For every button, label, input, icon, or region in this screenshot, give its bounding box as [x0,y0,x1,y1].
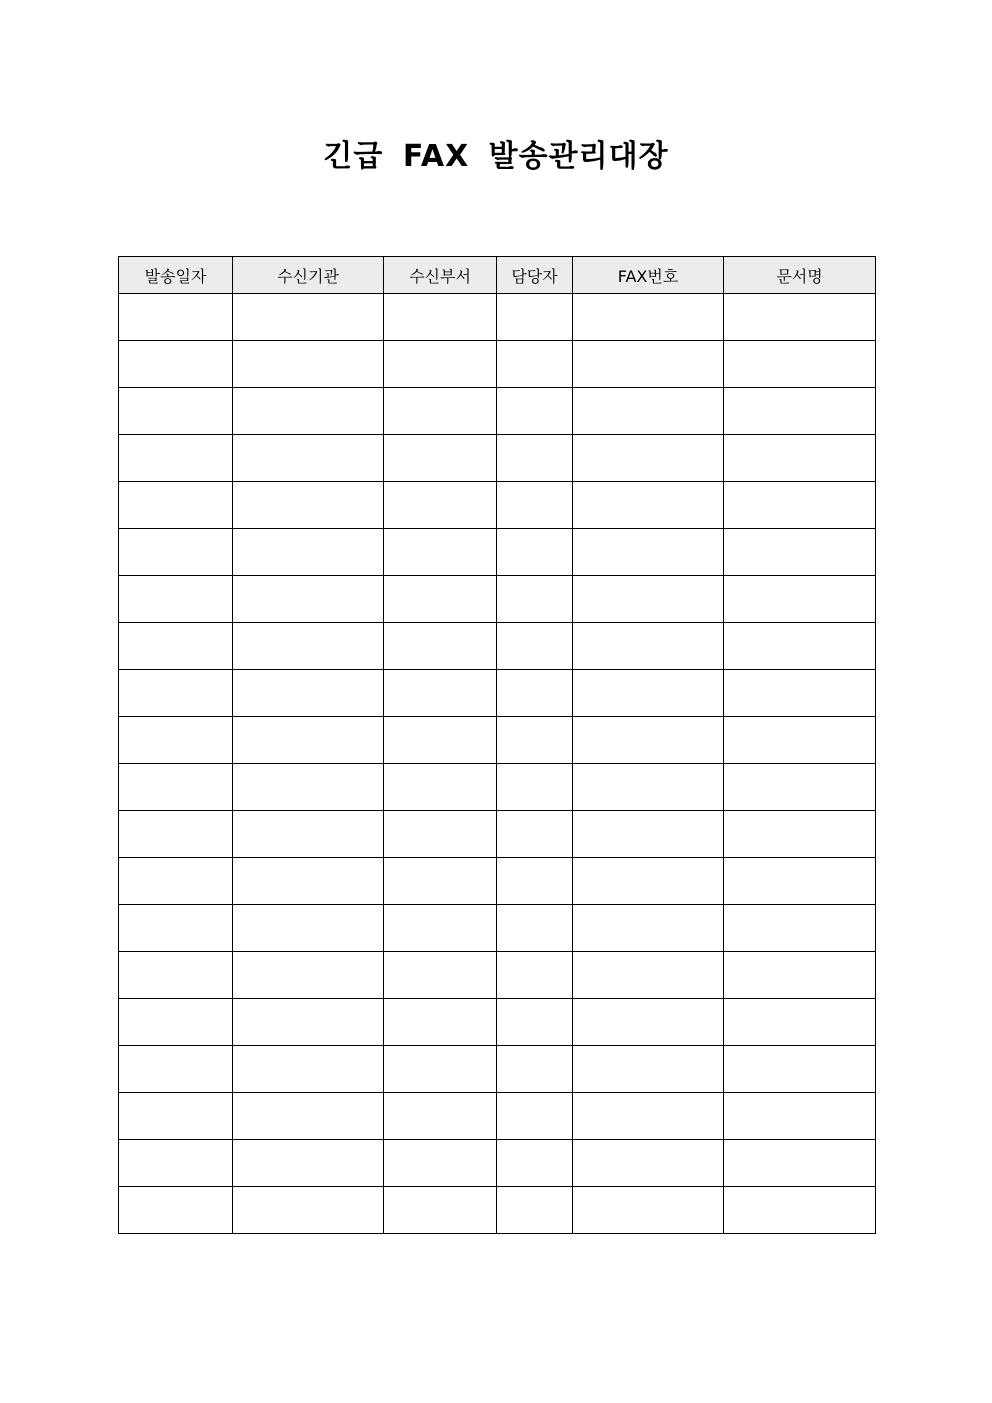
person-in-charge-cell[interactable] [497,294,573,341]
person-in-charge-cell[interactable] [497,670,573,717]
send-date-cell[interactable] [119,1046,233,1093]
document-name-cell[interactable] [724,952,876,999]
table-row [119,670,876,717]
recipient-dept-cell[interactable] [384,435,497,482]
fax-number-cell[interactable] [573,341,724,388]
document-name-cell[interactable] [724,388,876,435]
document-name-cell[interactable] [724,1140,876,1187]
send-date-cell[interactable] [119,1187,233,1234]
fax-number-cell[interactable] [573,623,724,670]
recipient-org-cell[interactable] [233,858,384,905]
send-date-cell[interactable] [119,529,233,576]
recipient-org-cell[interactable] [233,482,384,529]
fax-number-cell[interactable] [573,529,724,576]
recipient-dept-cell[interactable] [384,341,497,388]
send-date-cell[interactable] [119,999,233,1046]
document-name-cell[interactable] [724,529,876,576]
column-header-recipient-dept: 수신부서 [384,257,497,294]
table-row [119,811,876,858]
recipient-dept-cell[interactable] [384,1187,497,1234]
document-name-cell[interactable] [724,341,876,388]
send-date-cell[interactable] [119,1093,233,1140]
table-row [119,1093,876,1140]
fax-number-cell[interactable] [573,1187,724,1234]
recipient-org-cell[interactable] [233,1187,384,1234]
table-row [119,952,876,999]
table-row [119,482,876,529]
fax-number-cell[interactable] [573,811,724,858]
recipient-org-cell[interactable] [233,529,384,576]
person-in-charge-cell[interactable] [497,341,573,388]
table-row [119,435,876,482]
person-in-charge-cell[interactable] [497,811,573,858]
send-date-cell[interactable] [119,435,233,482]
column-header-send-date: 발송일자 [119,257,233,294]
recipient-dept-cell[interactable] [384,717,497,764]
recipient-dept-cell[interactable] [384,999,497,1046]
fax-number-cell[interactable] [573,764,724,811]
recipient-dept-cell[interactable] [384,858,497,905]
column-header-document-name: 문서명 [724,257,876,294]
document-name-cell[interactable] [724,717,876,764]
fax-number-cell[interactable] [573,294,724,341]
fax-number-cell[interactable] [573,576,724,623]
recipient-dept-cell[interactable] [384,1046,497,1093]
fax-number-cell[interactable] [573,1046,724,1093]
table-row [119,529,876,576]
recipient-org-cell[interactable] [233,435,384,482]
person-in-charge-cell[interactable] [497,764,573,811]
recipient-org-cell[interactable] [233,388,384,435]
recipient-dept-cell[interactable] [384,294,497,341]
send-date-cell[interactable] [119,905,233,952]
send-date-cell[interactable] [119,623,233,670]
recipient-dept-cell[interactable] [384,623,497,670]
recipient-org-cell[interactable] [233,1093,384,1140]
recipient-dept-cell[interactable] [384,529,497,576]
fax-number-cell[interactable] [573,717,724,764]
table-row [119,576,876,623]
document-name-cell[interactable] [724,435,876,482]
column-header-person-in-charge: 담당자 [497,257,573,294]
document-name-cell[interactable] [724,1093,876,1140]
page-title: 긴급 FAX 발송관리대장 [323,139,669,174]
recipient-org-cell[interactable] [233,1046,384,1093]
recipient-dept-cell[interactable] [384,482,497,529]
table-row [119,717,876,764]
document-name-cell[interactable] [724,623,876,670]
send-date-cell[interactable] [119,576,233,623]
fax-number-cell[interactable] [573,482,724,529]
person-in-charge-cell[interactable] [497,858,573,905]
send-date-cell[interactable] [119,670,233,717]
recipient-org-cell[interactable] [233,952,384,999]
fax-number-cell[interactable] [573,999,724,1046]
send-date-cell[interactable] [119,952,233,999]
person-in-charge-cell[interactable] [497,623,573,670]
document-name-cell[interactable] [724,576,876,623]
fax-number-cell[interactable] [573,858,724,905]
recipient-dept-cell[interactable] [384,905,497,952]
recipient-dept-cell[interactable] [384,811,497,858]
person-in-charge-cell[interactable] [497,482,573,529]
recipient-org-cell[interactable] [233,623,384,670]
table-header-row [119,257,876,294]
fax-number-cell[interactable] [573,952,724,999]
fax-number-cell[interactable] [573,1093,724,1140]
send-date-cell[interactable] [119,341,233,388]
document-name-cell[interactable] [724,670,876,717]
person-in-charge-cell[interactable] [497,435,573,482]
table-row [119,341,876,388]
column-header-recipient-org: 수신기관 [233,257,384,294]
person-in-charge-cell[interactable] [497,1140,573,1187]
recipient-org-cell[interactable] [233,905,384,952]
person-in-charge-cell[interactable] [497,717,573,764]
recipient-org-cell[interactable] [233,811,384,858]
person-in-charge-cell[interactable] [497,952,573,999]
table-row [119,858,876,905]
fax-number-cell[interactable] [573,435,724,482]
send-date-cell[interactable] [119,717,233,764]
person-in-charge-cell[interactable] [497,1093,573,1140]
person-in-charge-cell[interactable] [497,905,573,952]
recipient-org-cell[interactable] [233,670,384,717]
document-name-cell[interactable] [724,1046,876,1093]
recipient-org-cell[interactable] [233,294,384,341]
document-name-cell[interactable] [724,294,876,341]
send-date-cell[interactable] [119,388,233,435]
send-date-cell[interactable] [119,858,233,905]
send-date-cell[interactable] [119,811,233,858]
document-name-cell[interactable] [724,905,876,952]
person-in-charge-cell[interactable] [497,529,573,576]
document-name-cell[interactable] [724,811,876,858]
person-in-charge-cell[interactable] [497,388,573,435]
table-row [119,1187,876,1234]
fax-number-cell[interactable] [573,670,724,717]
recipient-dept-cell[interactable] [384,1140,497,1187]
recipient-org-cell[interactable] [233,764,384,811]
recipient-dept-cell[interactable] [384,952,497,999]
table-body [119,294,876,1234]
recipient-dept-cell[interactable] [384,764,497,811]
document-name-cell[interactable] [724,858,876,905]
person-in-charge-cell[interactable] [497,1046,573,1093]
recipient-org-cell[interactable] [233,1140,384,1187]
recipient-org-cell[interactable] [233,717,384,764]
table-row [119,623,876,670]
send-date-cell[interactable] [119,764,233,811]
fax-number-cell[interactable] [573,388,724,435]
column-header-fax-number: FAX번호 [573,257,724,294]
table-row [119,999,876,1046]
recipient-dept-cell[interactable] [384,576,497,623]
document-name-cell[interactable] [724,482,876,529]
table-row [119,905,876,952]
table-row [119,294,876,341]
recipient-org-cell[interactable] [233,576,384,623]
fax-ledger-table [118,256,876,1234]
recipient-dept-cell[interactable] [384,388,497,435]
send-date-cell[interactable] [119,294,233,341]
table-row [119,1140,876,1187]
document-name-cell[interactable] [724,1187,876,1234]
person-in-charge-cell[interactable] [497,1187,573,1234]
person-in-charge-cell[interactable] [497,576,573,623]
recipient-org-cell[interactable] [233,999,384,1046]
recipient-dept-cell[interactable] [384,1093,497,1140]
recipient-org-cell[interactable] [233,341,384,388]
recipient-dept-cell[interactable] [384,670,497,717]
fax-number-cell[interactable] [573,905,724,952]
person-in-charge-cell[interactable] [497,999,573,1046]
fax-number-cell[interactable] [573,1140,724,1187]
send-date-cell[interactable] [119,1140,233,1187]
send-date-cell[interactable] [119,482,233,529]
document-name-cell[interactable] [724,999,876,1046]
table-row [119,1046,876,1093]
table-row [119,388,876,435]
document-name-cell[interactable] [724,764,876,811]
table-row [119,764,876,811]
